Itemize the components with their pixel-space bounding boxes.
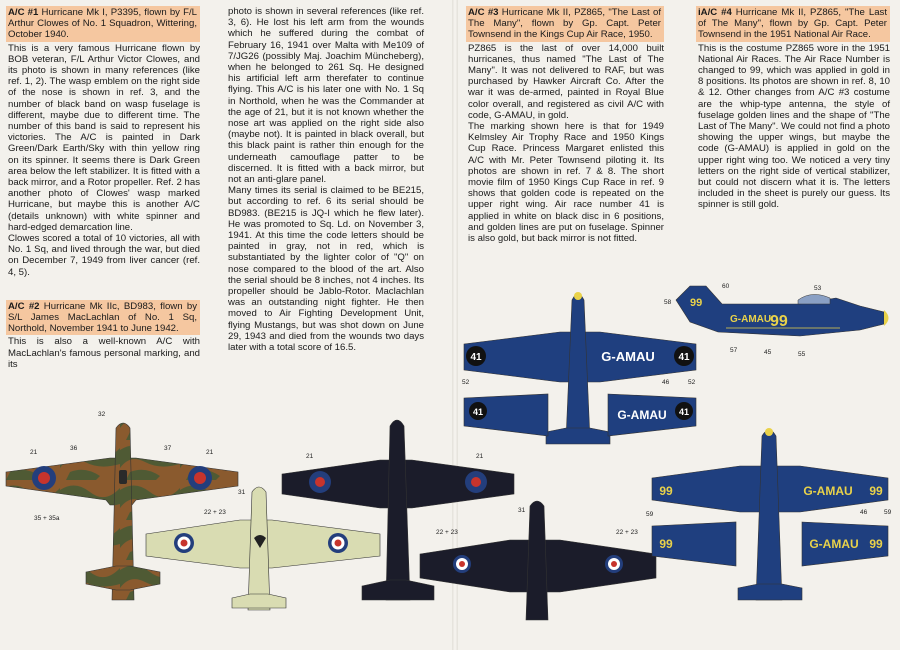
callout-31: 31 — [238, 489, 246, 496]
ac2-title-lead: A/C #2 — [8, 300, 40, 312]
callout-21: 21 — [206, 449, 214, 456]
ac1-roundel-left — [32, 466, 56, 490]
ac1-underside-view — [146, 487, 380, 610]
ac4-side-view — [676, 286, 889, 336]
ac2-body-3: Many times its serial is claimed to be BE215, but according to ref. 6 its serial should be BD983. (BE215 is JQ-I which he flew later). He was promoted to Sq. Ld. on November 3, 1941. At this time the code letters should be painted in gray, not in red, which is substantiated by the lighter color of "Q" on nose compared to the blood of the art. Also the serial should be 8 inches, not 4 inches. Its propeller should be Jablo-Rotor. Maclachlan was an outstanding night fighter. He then moved to Air Fighting Development Unit, flying Mustangs, but was shot down on June 29, 1943 and died from the wounds two days later with a total score of 16.5. — [228, 185, 424, 354]
callout-58: 58 — [664, 299, 672, 306]
ac1-title-rest: Hurricane Mk I, P3395, flown by F/L Arthur Clowes of No. 1 Squadron, Wittering, October 1940. — [8, 7, 197, 41]
callout-21: 21 — [476, 453, 484, 460]
callout-22-23: 22 + 23 — [436, 529, 458, 536]
callout-52: 52 — [462, 379, 470, 386]
callout-59: 59 — [646, 511, 654, 518]
ac4-side-reg-code: G-AMAU — [730, 314, 772, 325]
ac2-body-continued: photo is shown in several references (like ref. 3, 6). He lost his left arm from the wounds which he suffered during the combat of February 16, 1941 over Malta with Me109 of 7/JG26 (possibly Maj. Joachim Müncheberg), when he belonged to 261 Sq. He designed his artificial left arm therefater to continue flying. This A/C is his later one with No. 1 Sq in Northold, when he was the Commander at the age of 21, but it is not known whether the nose art was applied on the right side also (maybe not). It is painted in black overall, but this black paint is rather thin enough for the underneath camouflage patter to be discerned. It is fitted with a back mirror, but not an anti-glare panel. — [228, 6, 424, 186]
callout-31: 31 — [518, 507, 526, 514]
ac4-side-race-number: 99 — [770, 313, 788, 330]
ac4-reg-code-top: G-AMAU — [803, 484, 853, 498]
callout-32: 32 — [98, 411, 106, 418]
callout-52: 52 — [688, 379, 696, 386]
ac1-title-lead: A/C #1 — [8, 7, 39, 18]
ac1-body: This is a very famous Hurricane flown by BOB veteran, F/L Arthur Victor Clowes, and its photo is shown in many references (like ref. 1, 2). The wasp emblem on the right side of the nose is shown in ref. 3, and the number of black band on wasp fuselage is different, maybe due to different time. The number of this band is said to represent his victories. The A/C is painted in Dark Green/Dark Earth/Sky with thin yellow ring on its spinner. It seems there is Dark Green area below the left stabilizer. It is fitted with a back mirror, and a Rotor propeller. Ref. 2 has another photo of Clowes' wasp marked Hurricane, but maybe this is another A/C (details unknown) with white spinner and hard-edged demarcation line. — [8, 42, 200, 233]
ac3-reg-code-under: G-AMAU — [617, 408, 667, 422]
ac4-race-number-top-right: 99 — [869, 484, 883, 498]
callout-22-23: 22 + 23 — [616, 529, 638, 536]
ac2-body: This is also a well-known A/C with MacLachlan's famous personal marking, and its — [8, 336, 200, 370]
callout-37: 37 — [164, 445, 172, 452]
callout-53: 53 — [814, 285, 822, 292]
ac4-underside-reg-code: G-AMAU — [809, 537, 859, 551]
callout-55: 55 — [798, 351, 806, 358]
callout-21: 21 — [306, 453, 314, 460]
ac2-title-rest: Hurricane Mk IIc, BD983, flown by S/L James MacLachlan of No. 1 Sq, Northold, November 1941 to June 1942. — [8, 300, 197, 335]
ac3-title-rest: Hurricane Mk II, PZ865, "The Last of The Many", flown by Gp. Capt. Peter Townsend in the Kings Cup Air Race, 1950. — [468, 7, 661, 41]
callout-57: 57 — [730, 347, 738, 354]
ac3-body: PZ865 is the last of over 14,000 built hurricanes, thus named "The Last of The Many". It was not delivered to RAF, but was purchased by Hawker Aircraft Co. After the war it was de-armed, painted in Royal Blue color overall, and registered as civil A/C with code, G-AMAU, in gold. — [468, 42, 664, 121]
ac2-underside-view — [420, 501, 656, 620]
callout-59: 59 — [884, 509, 892, 516]
ac3-title-lead: A/C #3 — [468, 7, 499, 18]
ac3-race-number-right: 41 — [678, 352, 690, 363]
ac4-tail-race-number: 99 — [690, 297, 703, 309]
ac3-body-2: The marking shown here is that for 1949 Kelmsley Air Trophy Race and 1950 Kings Cup Race. Princess Margaret enlisted this A/C with Mr. Peter Townsend piloting it. Its photos are shown in ref. 7 & 8. The short movie film of 1950 Kings Cup Race in ref. 9 shows that golden code is repeated on the upper right wing. Air race number 41 is applied in white on black disc in 6 positions, and golden lines are put on fuselage. Spinner is also gold, but back mirror is not fitted. — [468, 121, 664, 245]
ac1-roundel-right — [188, 466, 212, 490]
ac1-body-2: Clowes scored a total of 10 victories, all with No. 1 Sq, and lived through the war, but died on December 7, 1949 from liver cancer (ref. 4, 5). — [8, 233, 200, 278]
callout-60: 60 — [722, 283, 730, 290]
ac4-body: This is the costume PZ865 wore in the 1951 National Air Races. The Air Race Number is changed to 99, which was applied in gold in 8 positions. Its photos are shown in ref. 8, 10 & 12. Other changes from A/C #3 costume are the whip-type antenna, the style of fuselage golden lines and the shape of "The Last of The Many". We could not find a photo showing the upper wings, but maybe the code (G-AMAU) is applied in gold on the upper right wing too. We noticed a very tiny letters on the right side of vertical stabilizer, but could not discern what it is. The letters included in the sheet is purely our guess. Its spinner is still gold. — [698, 42, 890, 211]
callout-35-35a: 35 + 35a — [34, 515, 60, 522]
ac3-reg-code-top: G-AMAU — [601, 349, 655, 364]
callout-21: 21 — [30, 449, 38, 456]
ac3-underside-race-number-2: 41 — [678, 407, 690, 417]
ac4-underside-race-number: 99 — [659, 537, 673, 551]
ac4-top-view — [652, 428, 888, 600]
callout-46: 46 — [860, 509, 868, 516]
callout-36: 36 — [70, 445, 78, 452]
ac4-title-rest: Hurricane Mk II, PZ865, "The Last of The Many", flown by Gp. Capt. Peter Townsend in the 1951 National Air Race. — [698, 7, 887, 41]
callout-22-23: 22 + 23 — [204, 509, 226, 516]
ac4-title-lead: iA/C #4 — [698, 7, 732, 18]
ac4-race-number-top-left: 99 — [659, 484, 673, 498]
ac3-race-number-left: 41 — [470, 352, 482, 363]
ac3-underside-race-number: 41 — [472, 407, 484, 417]
ac4-underside-race-number-2: 99 — [869, 537, 883, 551]
callout-46: 46 — [662, 379, 670, 386]
callout-45: 45 — [764, 349, 772, 356]
